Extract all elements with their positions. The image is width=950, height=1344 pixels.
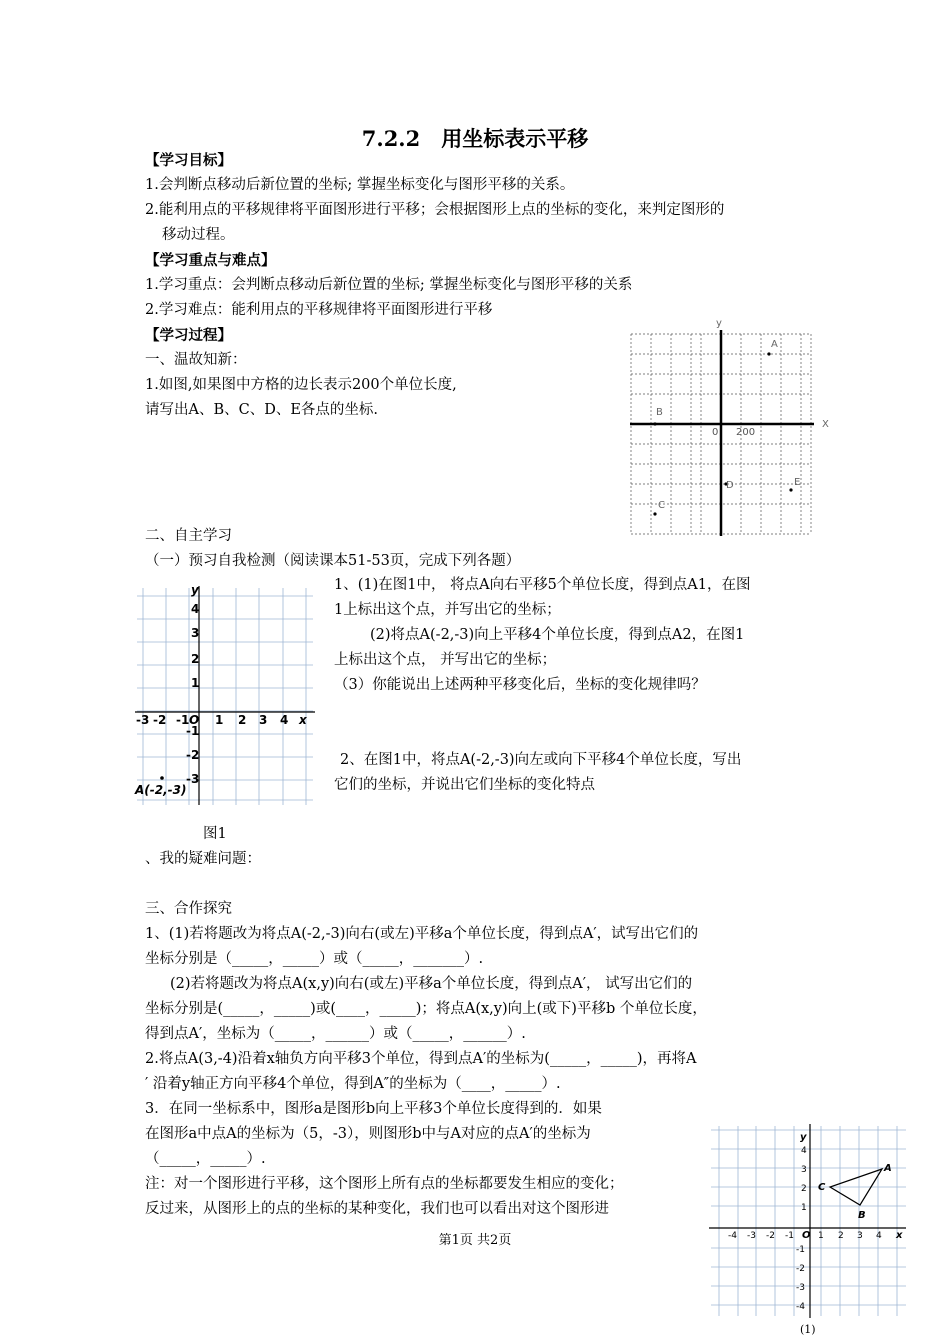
coop-q2-line-2: 坐标分别是(_____，_____)或(____，_____)；将点A(x,y)向上(或下)平移b 个单位长度，: [145, 1001, 707, 1017]
point-b: [653, 422, 656, 425]
note-line-2: 反过来，从图形上的点的坐标的某种变化，我们也可以看出对这个图形进: [145, 1201, 609, 1217]
x-tick: 1: [818, 1231, 824, 1241]
coop-q1-line-1: 1、(1)若将题改为将点A(-2,-3)向右(或左)平移a个单位长度，得到点A′，试写出它们的: [145, 926, 699, 942]
preview-q1-line-2: 1上标出这个点，并写出它的坐标；: [334, 602, 561, 618]
key-points-heading: 【学习重点与难点】: [145, 252, 276, 269]
x-tick: -1: [785, 1231, 794, 1241]
coop-q4-line-3: （_____，_____）.: [145, 1151, 266, 1167]
vertex-a-label: A: [884, 1163, 892, 1174]
goal-2-line-2: 移动过程。: [162, 227, 235, 243]
x-tick: 3: [857, 1231, 863, 1241]
y-axis-label: y: [716, 318, 722, 329]
process-heading: 【学习过程】: [145, 327, 232, 344]
coop-q3-line-2: ′ 沿着y轴正方向平移4个单位，得到A″的坐标为（____，_____）.: [145, 1076, 561, 1092]
coop-q2-line-1: (2)若将题改为将点A(x,y)向右(或左)平移a个单位长度，得到点A′， 试写出它们的: [170, 976, 693, 992]
x-tick: -1: [176, 713, 190, 727]
y-tick: -1: [796, 1245, 805, 1255]
coop-q4-line-1: 3．在同一坐标系中，图形a是图形b向上平移3个单位长度得到的．如果: [145, 1101, 602, 1117]
origin-label: O: [802, 1230, 811, 1241]
point-a: [160, 776, 164, 780]
triangle-grid-figure: [706, 1120, 910, 1320]
origin-label: O: [189, 713, 200, 727]
x-tick: -4: [728, 1231, 737, 1241]
x-tick: 1: [215, 713, 224, 727]
y-tick: -3: [796, 1283, 805, 1293]
key-point-1: 1.学习重点：会判断点移动后新位置的坐标; 掌握坐标变化与图形平移的关系: [145, 277, 633, 293]
coop-q2-line-3: 得到点A′，坐标为（_____，______）或（_____，______）.: [145, 1026, 526, 1042]
preview-q4-line-2: 它们的坐标，并说出它们坐标的变化特点: [334, 777, 595, 793]
point-c-label: C: [658, 500, 665, 511]
cooperation-heading: 三、合作探究: [145, 901, 232, 917]
x-axis-label: X: [822, 419, 829, 430]
preview-q4-line-1: 2、在图1中，将点A(-2,-3)向左或向下平移4个单位长度，写出: [340, 752, 742, 768]
goal-1: 1.会判断点移动后新位置的坐标; 掌握坐标变化与图形平移的关系。: [145, 177, 575, 193]
preview-q3: （3）你能说出上述两种平移变化后，坐标的变化规律吗？: [334, 677, 706, 693]
x-tick: 2: [838, 1231, 844, 1241]
y-tick: -2: [186, 748, 200, 762]
x-tick: 3: [259, 713, 268, 727]
y-tick: -3: [186, 772, 200, 786]
y-axis-label: y: [191, 583, 199, 597]
y-tick: 2: [801, 1184, 807, 1194]
figure-1-caption: 图1: [203, 826, 227, 842]
x-axis-label: x: [896, 1230, 903, 1241]
review-heading: 一、温故知新：: [145, 352, 247, 368]
point-a: [767, 352, 770, 355]
coop-q1-line-2: 坐标分别是（_____，_____）或（_____，_______）.: [145, 951, 484, 967]
x-tick: 4: [280, 713, 289, 727]
point-b-label: B: [656, 407, 663, 418]
x-tick: 4: [876, 1231, 882, 1241]
y-tick: 4: [801, 1146, 807, 1156]
y-tick: 3: [191, 626, 200, 640]
x-tick: -3: [747, 1231, 756, 1241]
vertex-c-label: C: [818, 1182, 826, 1193]
point-e-label: E: [794, 477, 801, 488]
y-tick: -2: [796, 1264, 805, 1274]
point-a-label: A: [771, 339, 778, 350]
origin-label: 0: [712, 427, 719, 438]
point-e: [789, 488, 792, 491]
y-tick: 1: [191, 676, 200, 690]
self-study-heading: 二、自主学习: [145, 528, 232, 544]
vertex-b-label: B: [858, 1210, 866, 1221]
key-point-2: 2.学习难点：能利用点的平移规律将平面图形进行平移: [145, 302, 493, 318]
point-c: [653, 512, 656, 515]
point-a-label: A(-2,-3): [135, 783, 187, 797]
goal-2-line-1: 2.能利用点的平移规律将平面图形进行平移；会根据图形上点的坐标的变化，来判定图形的: [145, 202, 725, 218]
page-footer: 第1页 共2页: [438, 1233, 512, 1248]
x-tick: -3: [136, 713, 150, 727]
page-title: 7.2.2 用坐标表示平移: [361, 126, 589, 151]
unit-label: 200: [736, 427, 756, 438]
y-axis-label: y: [800, 1132, 807, 1143]
x-tick: -2: [153, 713, 167, 727]
x-axis-label: x: [299, 713, 307, 727]
review-question-line-2: 请写出A、B、C、D、E各点的坐标.: [145, 402, 379, 418]
doubt-heading: 、我的疑难问题：: [145, 851, 261, 867]
figure-1-grid: [133, 580, 323, 805]
x-tick: 2: [238, 713, 247, 727]
review-question-line-1: 1.如图,如果图中方格的边长表示200个单位长度,: [145, 377, 457, 393]
coop-q3-line-1: 2.将点A(3,-4)沿着x轴负方向平移3个单位，得到点A′的坐标为(_____，_____)，再将A: [145, 1051, 697, 1067]
figure-3-caption: (1): [800, 1323, 816, 1336]
preview-heading: （一）预习自我检测（阅读课本51-53页，完成下列各题）: [145, 553, 521, 569]
preview-q2-line-2: 上标出这个点， 并写出它的坐标；: [334, 652, 557, 668]
y-tick: 4: [191, 602, 200, 616]
y-tick: -4: [796, 1302, 805, 1312]
note-line-1: 注：对一个图形进行平移，这个图形上所有点的坐标都要发生相应的变化；: [145, 1176, 624, 1192]
point-d-label: D: [726, 480, 734, 491]
y-tick: 1: [801, 1203, 807, 1213]
y-tick: -1: [186, 724, 200, 738]
x-tick: -2: [766, 1231, 775, 1241]
y-tick: 3: [801, 1165, 807, 1175]
coordinate-grid-figure-review: [628, 318, 838, 538]
goals-heading: 【学习目标】: [145, 152, 232, 169]
preview-q2-line-1: (2)将点A(-2,-3)向上平移4个单位长度，得到点A2，在图1: [370, 627, 745, 643]
coop-q4-line-2: 在图形a中点A的坐标为（5，-3），则图形b中与A对应的点A′的坐标为: [145, 1126, 591, 1142]
y-tick: 2: [191, 652, 200, 666]
preview-q1-line-1: 1、(1)在图1中， 将点A向右平移5个单位长度，得到点A1，在图: [334, 577, 751, 593]
